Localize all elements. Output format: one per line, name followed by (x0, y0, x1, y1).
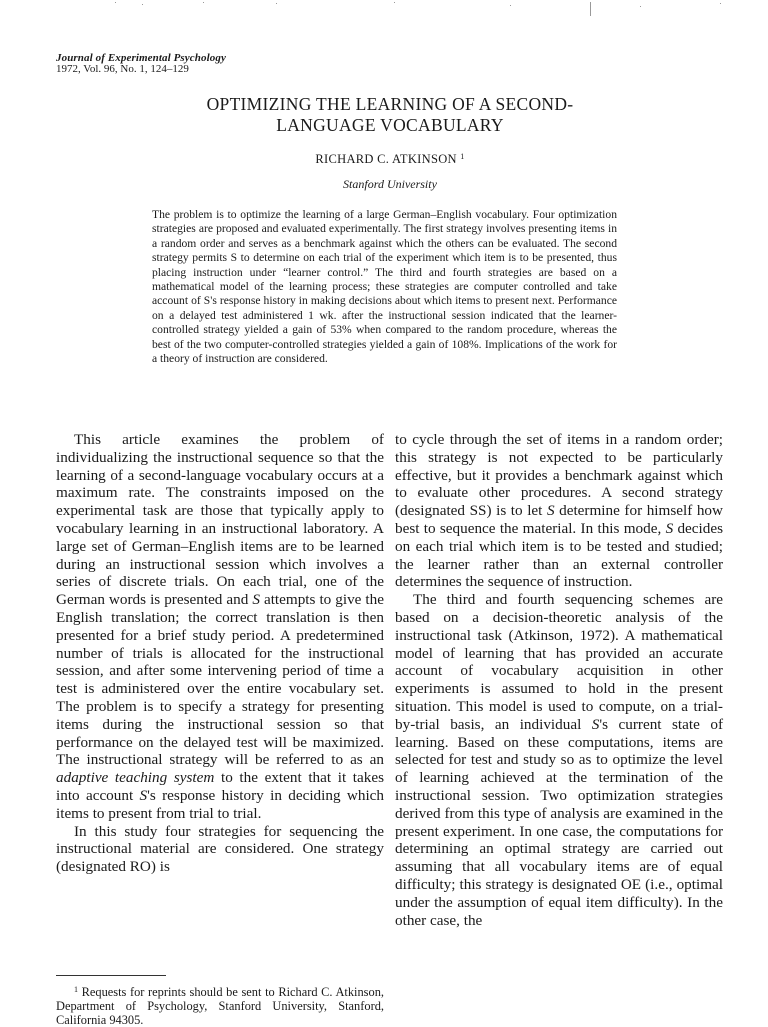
body-right-column (395, 431, 723, 929)
article-title (140, 94, 640, 136)
footnote-mark: 1 (74, 985, 78, 994)
paragraph: The third and fourth sequencing schemes are based on a decision-theoretic analysis of the instructional task (Atkinson, 1972). A mathematical model of learning that has provided an accurate account of vocabulary acquisition in other experiments is assumed to hold in the present situation. This model is used to compute, on a trial-by-trial basis, an individual S's current state of learning. Based on these computations, items are selected for test and study so as to optimize the level of learning achieved at the termination of the instructional session. Two optimization strategies derived from this type of analysis are examined in the present experiment. In one case, the computations for determining an optimal strategy are carried out assuming that all vocabulary items are of equal difficulty; this strategy is designated OE (i.e., optimal under the assumption of equal item difficulty). In the other case, the (395, 591, 723, 929)
author-footnote-mark: 1 (460, 152, 465, 161)
scan-artifacts (0, 0, 768, 30)
abstract-text: The problem is to optimize the learning of a large German–English vocabulary. Four optimization strategies are proposed and evaluated experimentally. The first strategy involves presenting items in a random order and serves as a benchmark against which the others can be evaluated. The second strategy permits S to determine on each trial of the experiment which item is to be presented, thus placing instruction under “learner control.” The third and fourth strategies are based on a mathematical model of the learning process; these strategies are computer controlled and take account of S's response history in making decisions about which items to present next. Performance on a delayed test administered 1 wk. after the instructional session indicated that the learner-controlled strategy yielded a gain of 53% when compared to the random procedure, whereas the best of the two computer-controlled strategies yielded a gain of 108%. Implications of the work for a theory of instruction are considered. (152, 208, 617, 366)
footnote-text: Requests for reprints should be sent to Richard C. Atkinson, Department of Psychology, Stanford University, Stanford, California 94305. (56, 985, 384, 1027)
journal-citation: 1972, Vol. 96, No. 1, 124–129 (56, 63, 189, 75)
footnote (56, 983, 384, 1027)
emphasis-term: adaptive teaching system (56, 769, 215, 787)
abstract (152, 208, 617, 366)
title-line-2: LANGUAGE VOCABULARY (276, 115, 504, 135)
author (140, 152, 640, 167)
paragraph: In this study four strategies for sequencing the instructional material are considered. One strategy (designated RO) is (56, 822, 384, 876)
author-name: RICHARD C. ATKINSON (315, 152, 457, 166)
paragraph: This article examines the problem of individualizing the instructional sequence so that the learning of a second-language vocabulary occurs at a maximum rate. The constraints imposed on the experimental task are those that typically apply to vocabulary learning in an instructional laboratory. A large set of German–English items are to be learned during an instructional session which involves a series of discrete trials. On each trial, one of the German words is presented and S attempts to give the English translation; the correct translation is then presented for a brief study period. A predetermined number of trials is allocated for the instructional session, and after some intervening period of time a test is administered over the entire vocabulary set. The problem is to specify a strategy for presenting items during the instructional session so that performance on the delayed test will be maximized. The instructional strategy will be referred to as an adaptive teaching system to the extent that it takes into account S's response history in deciding which items to present from trial to trial. (56, 431, 385, 822)
title-line-1: OPTIMIZING THE LEARNING OF A SECOND- (206, 94, 574, 114)
footnote-divider (56, 975, 166, 976)
journal-header (56, 53, 226, 75)
body-left-column (56, 431, 384, 876)
journal-name: Journal of Experimental Psychology (56, 52, 226, 64)
paragraph: to cycle through the set of items in a random order; this strategy is not expected to be particularly effective, but it provides a benchmark against which to evaluate other procedures. A second strategy (designated SS) is to let S determine for himself how best to sequence the material. In this mode, S decides on each trial which item is to be tested and studied; the learner rather than an external controller determines the sequence of instruction. (395, 431, 723, 591)
affiliation: Stanford University (343, 177, 437, 191)
